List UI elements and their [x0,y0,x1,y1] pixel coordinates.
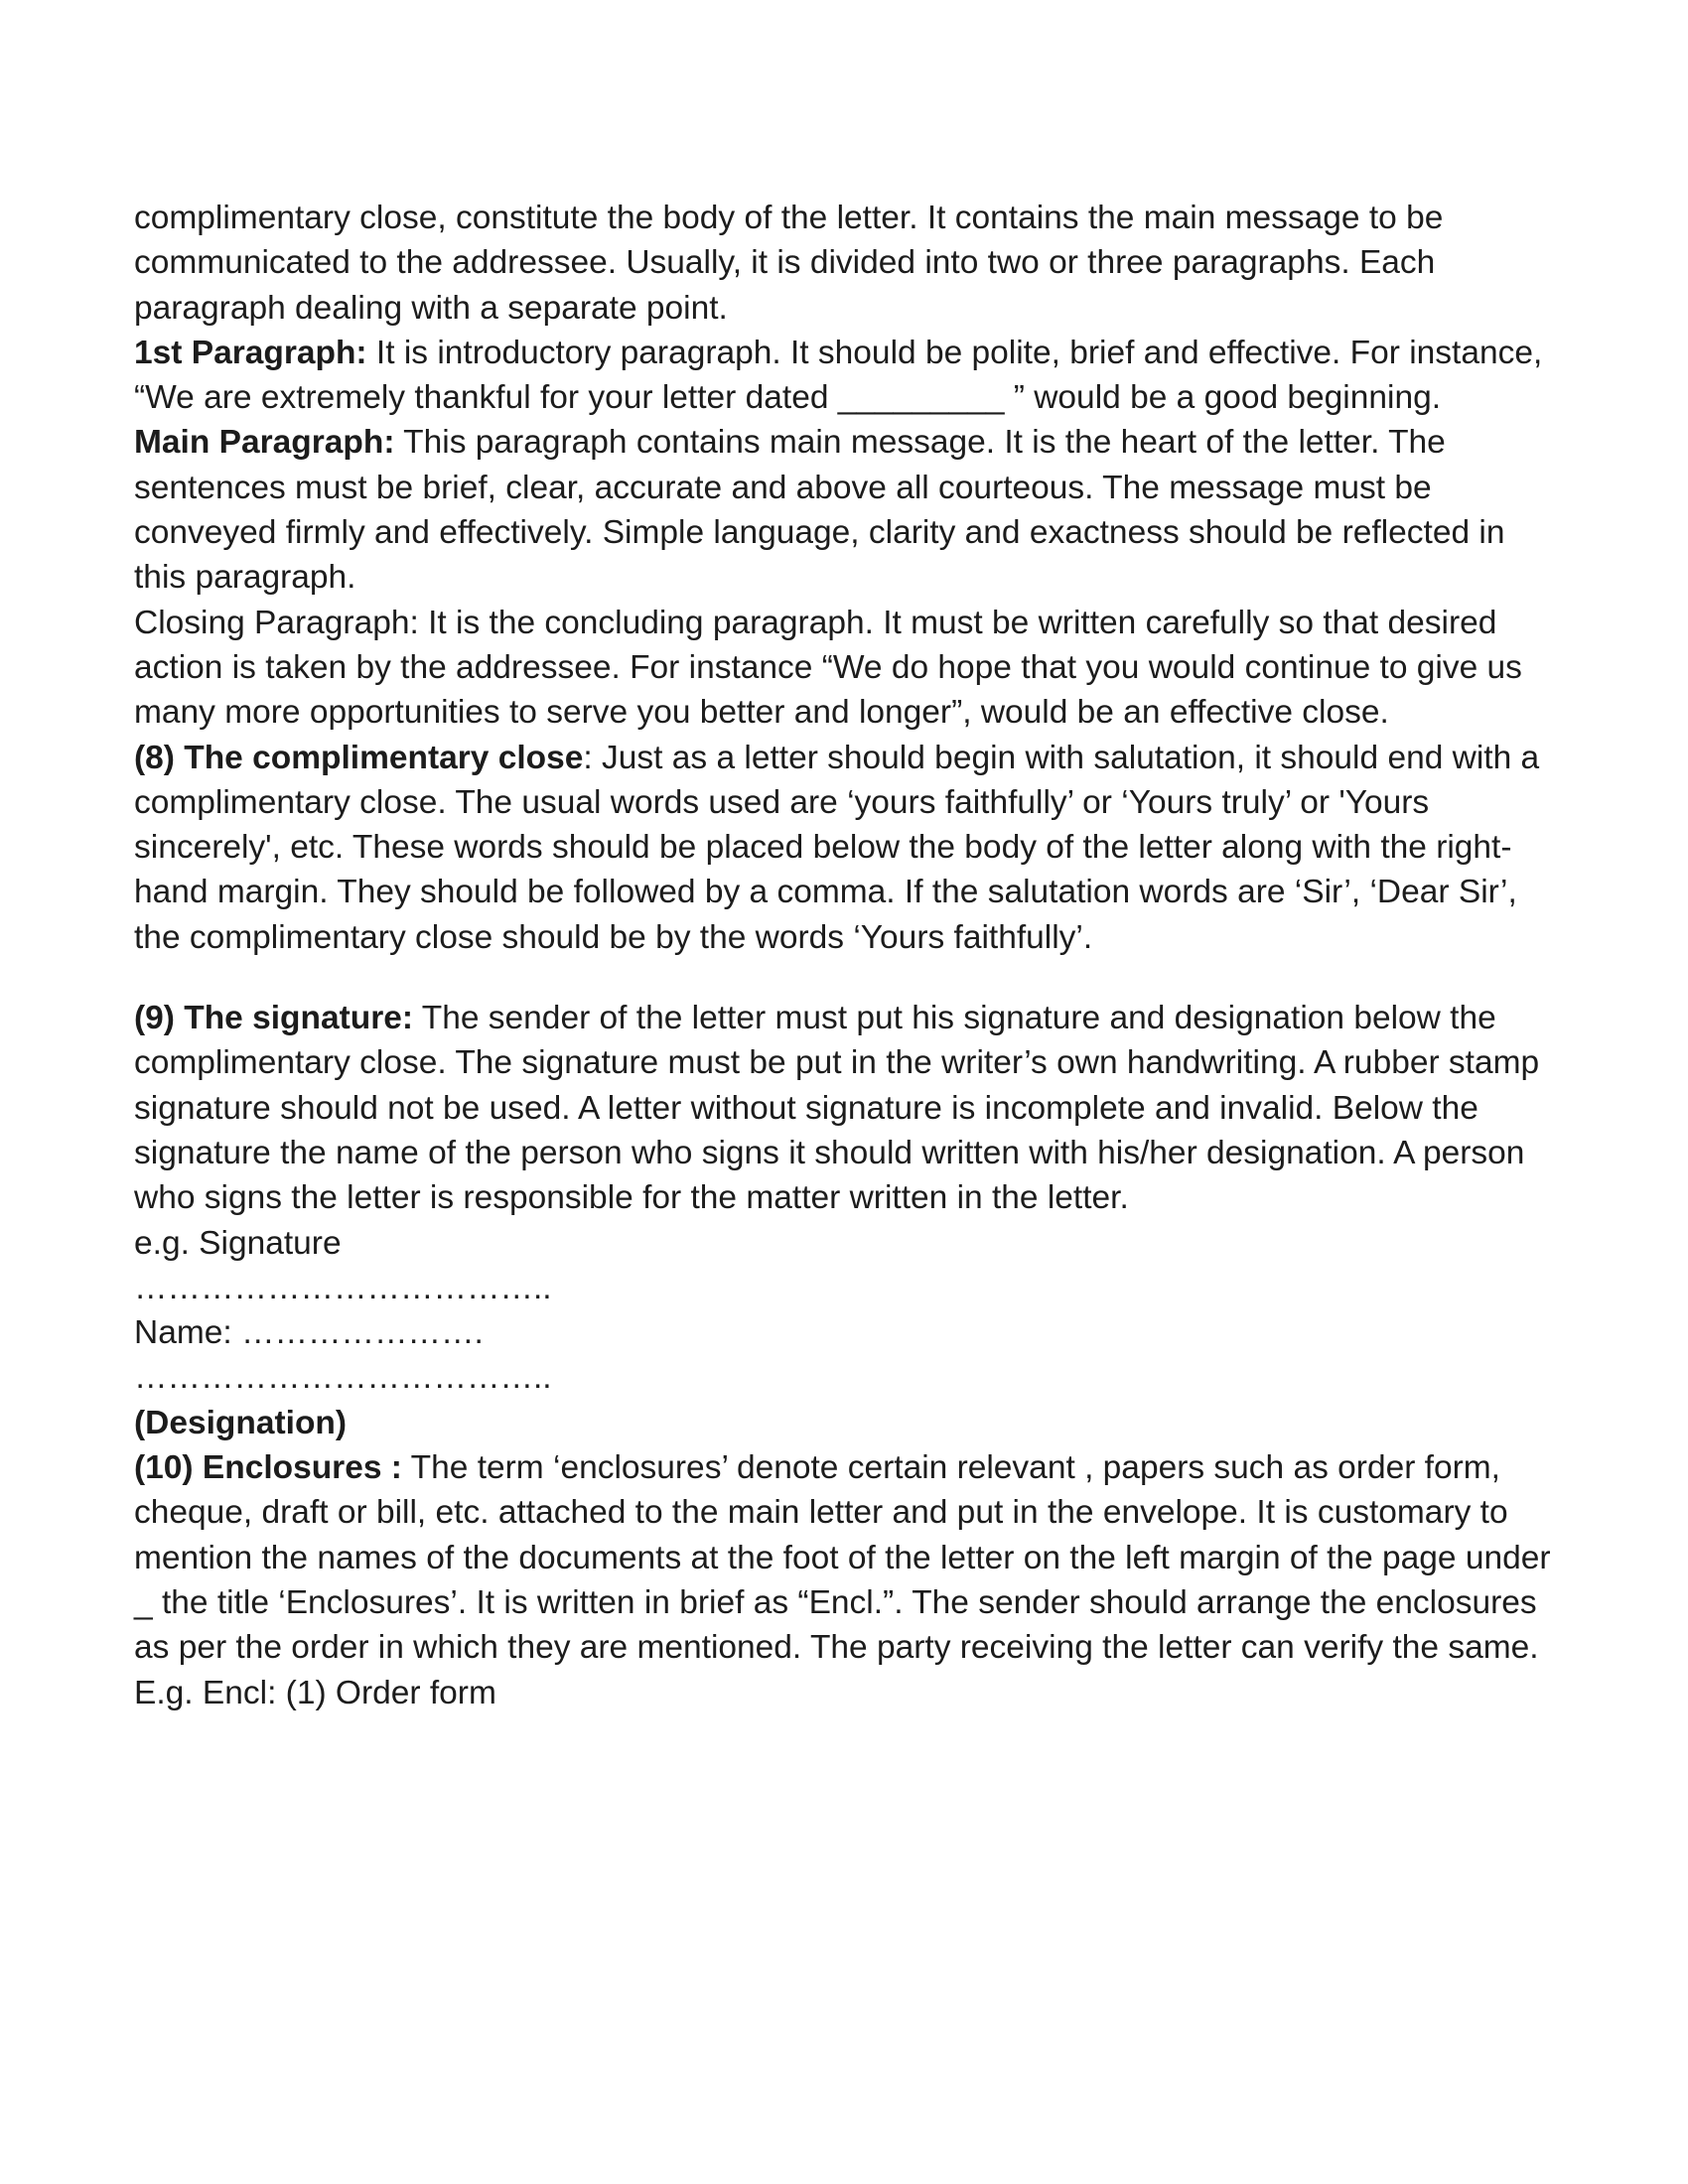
enclosures-section [134,1445,1554,1670]
signature-label: (9) The signature: [134,1000,414,1037]
signature-section [134,996,1554,1220]
body-intro-text: complimentary close, constitute the body of the letter. It contains the main message to be communicated to the addressee. Usually, it is divided into two or three paragraphs. Each paragraph dealing with a separate point. [134,200,1444,327]
closing-paragraph-text: Closing Paragraph: It is the concluding paragraph. It must be written carefully so that desired action is taken by the addressee. For instance “We do hope that you would continue to give us many more opportunities to serve you better and longer”, would be an effective close. [134,604,1522,732]
document-page [134,196,1554,1715]
designation-label: (Designation) [134,1404,348,1441]
enclosures-text: The term ‘enclosures’ denote certain relevant , papers such as order form, cheque, draft or bill, etc. attached to the main letter and put in the envelope. It is customary to mention the names of the documents at the foot of the letter on the left margin of the page under _ the title ‘Enclosures’. It is written in brief as “Encl.”. The sender should arrange the enclosures as per the order in which they are mentioned. The party receiving the letter can verify the same. [134,1449,1551,1667]
enclosure-example-line: E.g. Encl: (1) Order form [134,1674,496,1711]
body-intro-paragraph [134,196,1554,331]
signature-text: The sender of the letter must put his signature and designation below the complimentary close. The signature must be put in the writer’s own handwriting. A rubber stamp signature should not be used. A letter without signature is incomplete and invalid. Below the signature the name of the person who signs it should written with his/her designation. A person who signs the letter is responsible for the matter written in the letter. [134,1000,1540,1217]
first-paragraph-section [134,331,1554,421]
section-spacer [134,960,1554,996]
signature-dotted-line: ……………………………….. [134,1269,552,1306]
name-example-line: Name: …………………. [134,1314,484,1352]
complimentary-close-section [134,736,1554,960]
complimentary-close-label: (8) The complimentary close [134,739,584,776]
main-paragraph-label: Main Paragraph: [134,424,395,462]
complimentary-close-text: : Just as a letter should begin with salutation, it should end with a complimentary close. The usual words used are ‘yours faithfully’ or ‘Yours truly’ or 'Yours sincerely', etc. These words should be placed below the body of the letter along with the right-hand margin. They should be followed by a comma. If the salutation words are ‘Sir’, ‘Dear Sir’, the complimentary close should be by the words ‘Yours faithfully’. [134,739,1540,956]
closing-paragraph-section [134,601,1554,736]
main-paragraph-section [134,420,1554,600]
signature-example-line: e.g. Signature [134,1224,342,1262]
designation-dotted-line: ……………………………….. [134,1359,552,1397]
main-paragraph-text: This paragraph contains main message. It is the heart of the letter. The sentences must be brief, clear, accurate and above all courteous. The message must be conveyed firmly and effectively. Simple language, clarity and exactness should be reflected in this paragraph. [134,424,1505,597]
enclosures-label: (10) Enclosures : [134,1449,402,1487]
first-paragraph-label: 1st Paragraph: [134,334,367,371]
first-paragraph-text: It is introductory paragraph. It should be polite, brief and effective. For instance, “We are extremely thankful for your letter dated _________ ” would be a good beginning. [134,334,1543,417]
